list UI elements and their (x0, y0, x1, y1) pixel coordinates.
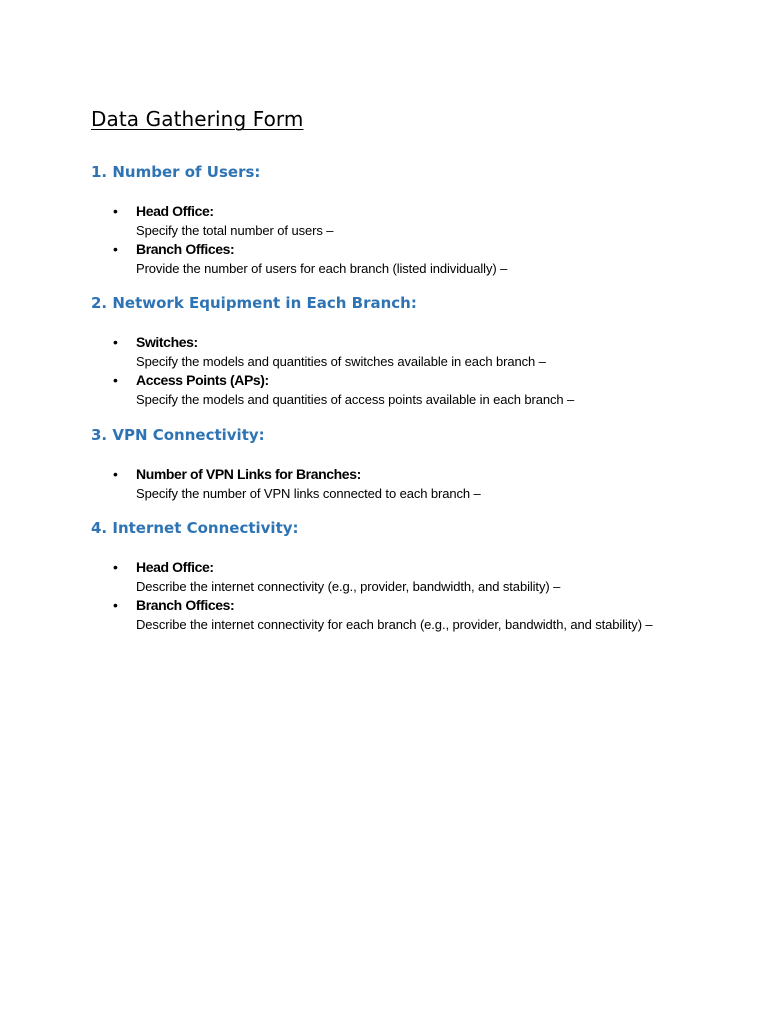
item-description: Provide the number of users for each branch (listed individually) – (136, 261, 508, 276)
section-heading-vpn-connectivity: 3. VPN Connectivity: (91, 426, 265, 444)
item-label: Branch Offices: (136, 597, 235, 613)
item-description: Describe the internet connectivity (e.g., provider, bandwidth, and stability) – (136, 579, 561, 594)
item-label: Access Points (APs): (136, 372, 269, 388)
item-label: Head Office: (136, 203, 214, 219)
bullet-icon: • (113, 241, 118, 257)
section-heading-number-of-users: 1. Number of Users: (91, 163, 261, 181)
item-description: Describe the internet connectivity for each branch (e.g., provider, bandwidth, and stability) – (136, 617, 653, 632)
document-title: Data Gathering Form (91, 107, 304, 131)
bullet-icon: • (113, 334, 118, 350)
bullet-icon: • (113, 203, 118, 219)
item-label: Number of VPN Links for Branches: (136, 466, 361, 482)
bullet-icon: • (113, 559, 118, 575)
bullet-icon: • (113, 597, 118, 613)
item-label: Branch Offices: (136, 241, 235, 257)
item-description: Specify the number of VPN links connected to each branch – (136, 486, 481, 501)
section-heading-internet-connectivity: 4. Internet Connectivity: (91, 519, 299, 537)
section-heading-network-equipment: 2. Network Equipment in Each Branch: (91, 294, 417, 312)
item-description: Specify the models and quantities of access points available in each branch – (136, 392, 575, 407)
item-label: Switches: (136, 334, 198, 350)
bullet-icon: • (113, 372, 118, 388)
item-label: Head Office: (136, 559, 214, 575)
item-description: Specify the total number of users – (136, 223, 334, 238)
item-description: Specify the models and quantities of switches available in each branch – (136, 354, 546, 369)
bullet-icon: • (113, 466, 118, 482)
